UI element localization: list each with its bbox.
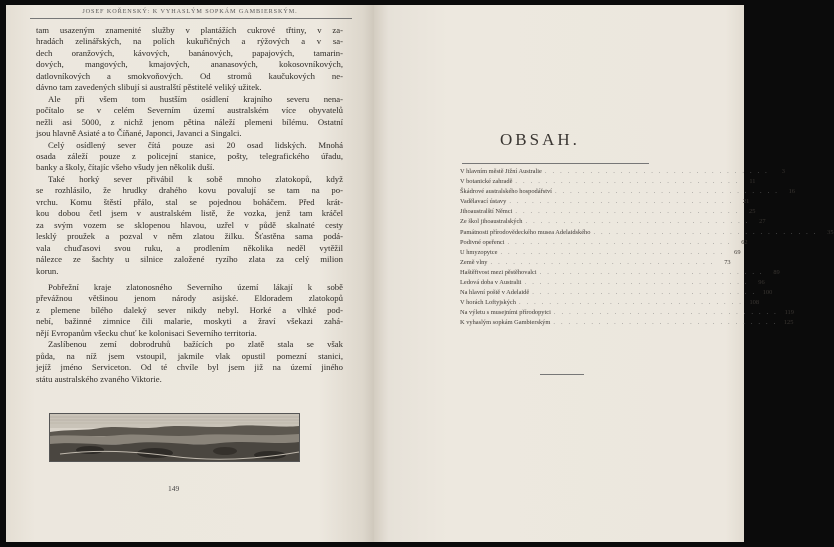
toc-entry-title: Na hlavní poště v Adelaidě — [460, 289, 530, 297]
toc-entry — [460, 207, 756, 217]
toc-entry-title: Haštěřivost mezi pěstěhovalci — [460, 268, 537, 276]
toc-entry-page: 96 — [758, 279, 765, 287]
toc-entry-page: 16 — [788, 188, 795, 196]
toc-entry-page: 3 — [781, 168, 785, 175]
landscape-illustration — [49, 413, 300, 462]
toc-entry-page: 119 — [784, 309, 794, 317]
text-line: státu australského zvaného Viktorie. — [36, 373, 162, 384]
toc-entry-title: Ze škol jihoaustralských — [460, 218, 523, 226]
toc-entry — [460, 228, 834, 238]
text-line: Pobřežní kraje zlatonosného Severního území lákají k sobě — [48, 281, 343, 292]
toc-entry — [460, 298, 760, 308]
toc-entry-title: V horách Loftyjských — [460, 299, 516, 307]
toc-rule-bottom — [540, 374, 584, 375]
toc-rule-top — [462, 163, 649, 164]
toc-leader-dots: . . . . . . . . . . . . . . . . . . . . . . . . . . . . . . — [593, 228, 818, 236]
text-line: banky a školy, čítajíc všeho všudy jen několik duší. — [36, 162, 215, 173]
toc-entry — [460, 308, 794, 318]
header-rule — [30, 18, 352, 19]
toc-entry-title: Ledová doba v Australii — [460, 279, 522, 287]
toc-entry — [460, 238, 748, 248]
toc-entry-title: V botanické zahradě — [460, 178, 513, 186]
toc-entry-page: 73 — [724, 258, 731, 266]
text-line: nálezce ze šachty u silnice založené ryzího zlata za celý milion — [36, 254, 343, 265]
toc-entry — [460, 278, 765, 288]
text-line: dávno tam zavedených slibují si australští pěstitelé veliký užitek. — [36, 82, 262, 93]
toc-entry-page: 69 — [734, 248, 741, 256]
running-header: JOSEF KOŘENSKÝ: K VYHASLÝM SOPKÁM GAMBIERSKÝM. — [82, 8, 298, 15]
toc-entry-title: Památnosti přírodovědeckého musea Adelaidského — [460, 228, 591, 236]
text-line: lesklý proužek a pozval v něm zlatou žilku. Šťastěna sama podá- — [36, 231, 343, 242]
text-line: dech oranžových, kávových, banánových, papajových, tamarin- — [36, 47, 343, 58]
toc-entry — [460, 248, 741, 258]
toc-entry-title: Škádrové australského hospodářství — [460, 188, 552, 196]
toc-entry-page: 108 — [749, 299, 760, 307]
text-line: osada záleží pouze z policejní stanice, pošty, telegrafického úřadu, — [36, 150, 343, 161]
toc-entry — [460, 197, 750, 207]
text-line: jejíž jméno Serviceton. Od té chvíle byl jsem již na území jiného — [36, 362, 343, 373]
toc-leader-dots: . . . . . . . . . . . . . . . . . . . . . . . . . . . . . . — [509, 198, 734, 206]
toc-entry-title: Země vlny — [460, 258, 488, 266]
toc-entry-title: Podivné opeřenci — [460, 238, 505, 246]
toc-entry — [460, 167, 785, 177]
text-line: Také horký sever přivábil k sobě mnoho zlatokopů, když — [48, 173, 343, 184]
text-line: datlovníkových a smokvoňových. Od stromů kaučukových ne- — [36, 70, 343, 81]
text-line: dových, mangových, kmajových, ananasových, kokosovníkových, — [36, 59, 343, 70]
toc-leader-dots: . . . . . . . . . . . . . . . . . . . . . . . . . . . . . . — [518, 299, 744, 307]
table-of-contents — [460, 167, 834, 329]
text-line: kou dobou četl jsem v australském listě, že vozka, jenž tam kráčel — [36, 208, 343, 219]
text-line: nějí Evropanům všecku chuť ke kolonisaci Severního territoria. — [36, 327, 257, 338]
toc-leader-dots: . . . . . . . . . . . . . . . . . . . . . . . . . . . . . . — [525, 218, 750, 226]
toc-entry — [460, 258, 731, 268]
toc-entry-title: Jihoaustralští Němci — [460, 208, 513, 216]
toc-leader-dots: . . . . . . . . . . . . . . . . . . . . . . . . . . . . . . — [524, 279, 749, 287]
landscape-engraving-icon — [50, 414, 299, 461]
toc-entry-page: 62 — [741, 238, 748, 246]
text-line: vrchu. Komu štěstí přálo, stal se pojednou boháčem. Před krát- — [36, 196, 343, 207]
text-line: převážnou většinou jenom národy asijské. Eldoradem zlatokopů — [36, 293, 343, 304]
text-line: se rozhlásilo, že hrudky drahého kovu povalují se tam na po- — [36, 185, 343, 196]
text-line: vala chuďasovi svou ruku, a prodlením několika neděl vytěžil — [36, 242, 343, 253]
text-line: tam usazeným znamenité služby v plantážích cukrové třtiny, v za- — [36, 25, 343, 35]
toc-entry — [460, 268, 780, 278]
toc-leader-dots: . . . . . . . . . . . . . . . . . . . . . . . . . . . . . . — [553, 309, 778, 317]
text-line: půda, na níž jsem vstoupil, jakmile vlak opustil pomezní stanici, — [36, 350, 343, 361]
toc-leader-dots: . . . . . . . . . . . . . . . . . . . . . . . . . . . . . . — [544, 168, 769, 175]
body-text — [36, 25, 343, 385]
toc-entry-page: 125 — [783, 319, 794, 327]
toc-entry-page: 100 — [762, 289, 773, 297]
page-number: 149 — [168, 484, 180, 493]
toc-entry-title: Na výletu s musejními přírodopytci — [460, 309, 551, 317]
toc-entry-page: 11 — [749, 178, 756, 186]
toc-leader-dots: . . . . . . . . . . . . . . . . . . . . . . . . . . . . . . — [554, 188, 779, 196]
text-line: korun. — [36, 265, 59, 276]
text-line: jsou hlavně Asiaté a to Číňané, Japonci, Javanci a Singalci. — [36, 128, 242, 139]
toc-leader-dots: . . . . . . . . . . . . . . . . . . . . . . . . . . . . . . — [515, 208, 740, 216]
text-line: hradách zelinářských, na polích kukuřičných a rýžových a v sa- — [36, 36, 343, 47]
toc-entry — [460, 318, 794, 328]
toc-entry — [460, 187, 795, 197]
toc-title: OBSAH. — [500, 130, 580, 149]
toc-entry-page: 35 — [827, 228, 834, 236]
text-line: Ale při všem tom hustším osídlení krajního severu nena- — [48, 93, 343, 104]
toc-leader-dots: . . . . . . . . . . . . . . . . . . . . . . . . . . . . . . — [539, 268, 764, 276]
toc-leader-dots: . . . . . . . . . . . . . . . . . . . . . . . . . . . . . . — [500, 248, 725, 256]
toc-entry — [460, 177, 756, 187]
toc-leader-dots: . . . . . . . . . . . . . . . . . . . . . . . . . . . . . . — [553, 319, 778, 327]
toc-entry — [460, 217, 766, 227]
toc-entry-title: K vyhaslým sopkám Gambierským — [460, 319, 551, 327]
toc-entry-title: Vadělavací ústavy — [460, 198, 507, 206]
toc-entry — [460, 288, 773, 298]
text-line: z plemene bílého daleký sever nikdy nebyl. Horké a vlhké pod- — [36, 304, 343, 315]
toc-leader-dots: . . . . . . . . . . . . . . . . . . . . . . . . . . . . . . — [532, 289, 757, 297]
toc-leader-dots: . . . . . . . . . . . . . . . . . . . . . . . . . . . . . . — [515, 178, 740, 186]
toc-entry-page: 89 — [773, 268, 780, 276]
text-line: za svým vozem se sklopenou hlavou, uzřel v půdě skalnaté cesty — [36, 219, 343, 230]
text-line: Celý osídlený sever čítá pouze asi 20 osad lidských. Mnohá — [48, 139, 343, 150]
text-line: nebí, bažinné zimnice čili malarie, moskyti a žraví všekazi zahá- — [36, 316, 343, 327]
toc-leader-dots: . . . . . . . . . . . . . . . . . . . . . . . . . . . . . . — [507, 238, 732, 246]
toc-entry-title: V hlavním městě Jižní Australie — [460, 168, 542, 175]
toc-entry-page: 21 — [742, 198, 750, 206]
text-line: Zaslíbenou zemí dobrodruhů bažících po zlatě stala se však — [48, 339, 343, 350]
text-line: nežli asi 5000, z nichž jenom pětina náleží plemeni bílému. Ostatní — [36, 116, 343, 127]
toc-entry-page: 25 — [749, 208, 756, 216]
toc-entry-title: U hmyzopytce — [460, 248, 498, 256]
toc-leader-dots: . . . . . . . . . . . . . . . . . . . . . . . . . . . . . . — [490, 258, 715, 266]
text-line: počítalo se v celém Severním území australském více obyvatelů — [36, 105, 343, 116]
toc-entry-page: 27 — [759, 218, 766, 226]
